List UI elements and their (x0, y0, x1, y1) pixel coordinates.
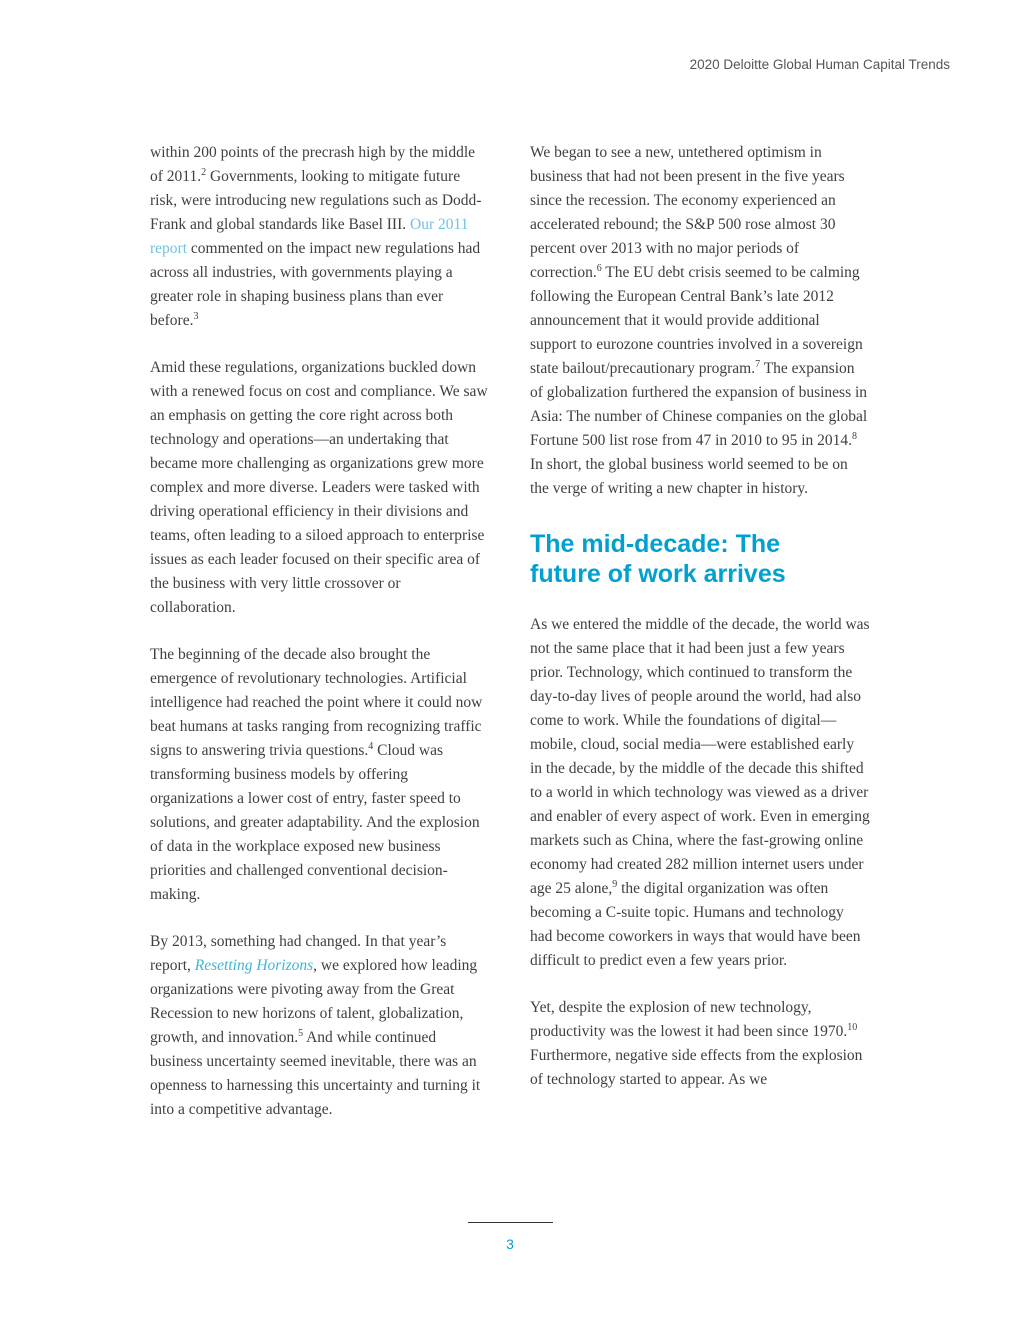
footnote-reference: 4 (368, 740, 374, 752)
paragraph: We began to see a new, untethered optimism in business that had not been present in the five years since the recession. The economy experienced an accelerated rebound; the S&P 500 rose almost 30 percent over 2013 with no major periods of correction.$^6$ The EU debt crisis seemed to be calming following the European Central Bank’s late 2012 announcement that it would provide additional support to eurozone countries involved in a sovereign state bailout/precautionary program.$^7$ The expansion of globalization furthered the expansion of business in Asia: The number of Chinese companies on the global Fortune 500 list rose from 47 in 2010 to 95 in 2014.$^8$ In short, the global business world seemed to be on the verge of writing a new chapter in history. (530, 144, 868, 497)
paragraph: Yet, despite the explosion of new technology, productivity was the lowest it had been since 1970.10 Furthermore, negative side effects from the explosion of technology started to appear. As we (530, 999, 863, 1088)
article-body (150, 141, 870, 1145)
left-column (150, 141, 490, 1145)
right-column (530, 141, 870, 1115)
footnote-reference: 3 (193, 310, 199, 322)
link-our-2011-report[interactable]: Our 2011 report (150, 216, 469, 257)
paragraph: within 200 points of the precrash high by the middle of 2011.$^2$ Governments, looking to mitigate future risk, were introducing new regulations such as Dodd-Frank and global standards like Basel III. Our 2011 report commented on the impact new regulations had across all industries, with governments playing a greater role in shaping business plans than ever before.$^3$ (150, 144, 482, 329)
section-heading: The mid-decade: The future of work arrives (530, 530, 786, 588)
page-number: 3 (506, 1236, 514, 1252)
report-title: 2020 Deloitte Global Human Capital Trends (689, 57, 950, 72)
paragraph: As we entered the middle of the decade, the world was not the same place that it had been just a few years prior. Technology, which continued to transform the day-to-day lives of people around the world, had also come to work. While the foundations of digital—mobile, cloud, social media—were established early in the decade, by the middle of the decade this shifted to a world in which technology was viewed as a driver and enabler of every aspect of work. Even in emerging markets such as China, where the fast-growing online economy had created 282 million internet users under age 25 alone,$^9$ the digital organization was often becoming a C-suite topic. Humans and technology had become coworkers in ways that would have been difficult to predict even a few years prior. (530, 616, 870, 969)
footnote-reference: 10 (847, 1021, 858, 1033)
footer-divider (468, 1222, 553, 1223)
page-footer (0, 1222, 1020, 1252)
link-resetting-horizons[interactable]: Resetting Horizons (194, 957, 314, 974)
footnote-reference: 2 (201, 166, 207, 178)
footnote-reference: 7 (755, 358, 761, 370)
paragraph: The beginning of the decade also brought the emergence of revolutionary technologies. Artificial intelligence had reached the point where it could now beat humans at tasks ranging from recognizing traffic signs to answering trivia questions.$^4$ Cloud was transforming business models by offering organizations a lower cost of entry, faster speed to solutions, and greater adaptability. And the explosion of data in the workplace exposed new business priorities and challenged conventional decision-making. (150, 646, 483, 903)
footnote-reference: 9 (612, 878, 618, 890)
paragraph: By 2013, something had changed. In that year’s report, Resetting Horizons, we explored how leading organizations were pivoting away from the Great Recession to new horizons of talent, globalization, growth, and innovation.$^5$ And while continued business uncertainty seemed inevitable, there was an openness to harnessing this uncertainty and turning it into a competitive advantage. (150, 933, 481, 1118)
footnote-reference: 8 (852, 430, 858, 442)
footnote-reference: 6 (596, 262, 602, 274)
paragraph: Amid these regulations, organizations buckled down with a renewed focus on cost and compliance. We saw an emphasis on getting the core right across both technology and operations—an undertaking that became more challenging as organizations grew more complex and more diverse. Leaders were tasked with driving operational efficiency in their divisions and teams, often leading to a siloed approach to enterprise issues as each leader focused on their specific area of the business with very little crossover or collaboration. (150, 359, 488, 616)
footnote-reference: 5 (298, 1027, 304, 1039)
